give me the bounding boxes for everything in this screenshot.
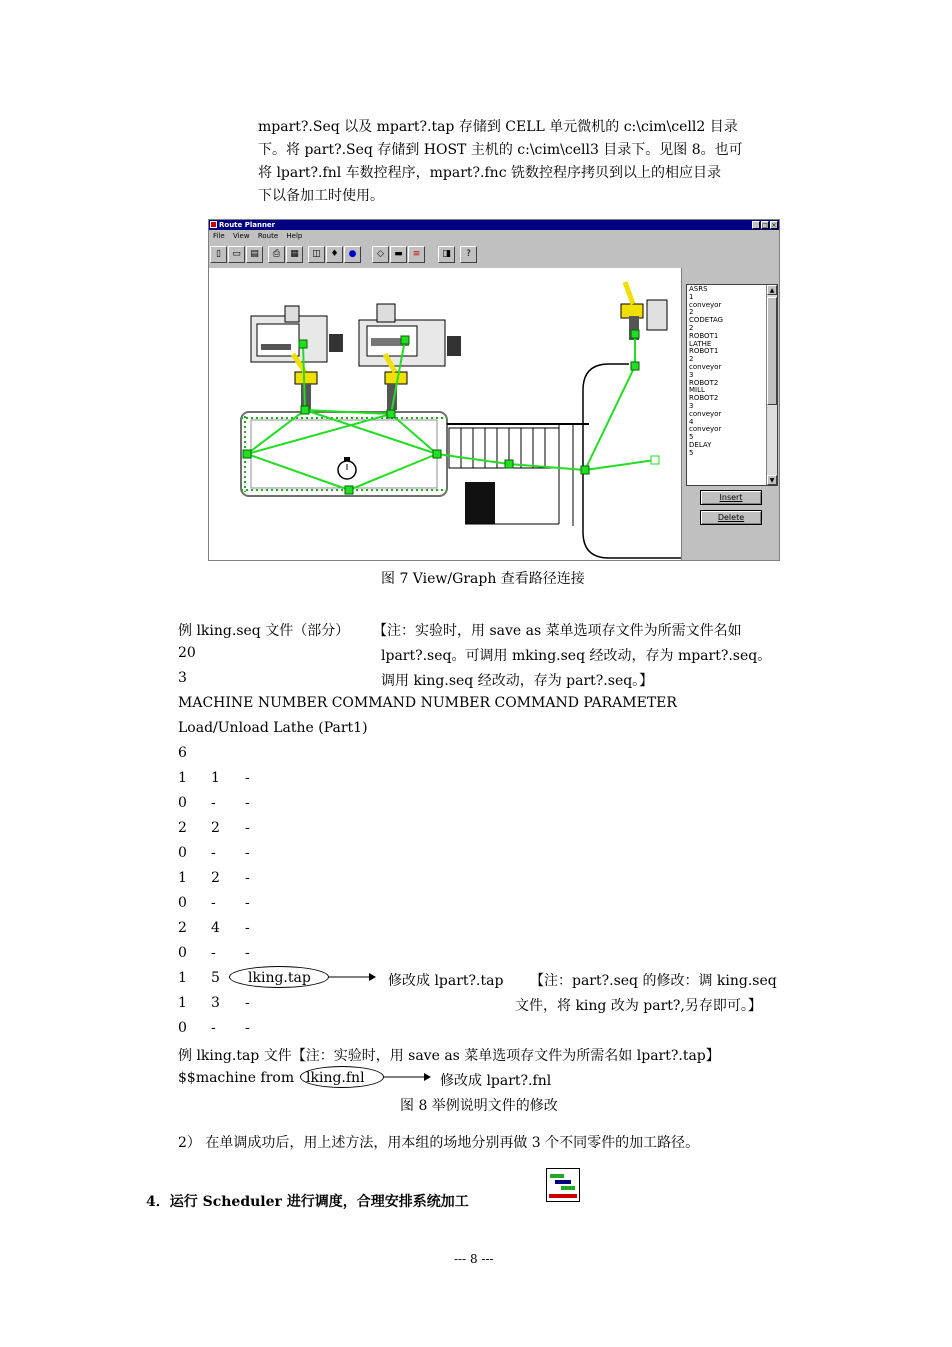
robot3 (621, 282, 667, 340)
seq-cell: 3 (211, 995, 220, 1011)
route-listbox[interactable] (686, 284, 778, 486)
graph-button[interactable]: ▦ (286, 246, 303, 263)
route-list-items (689, 286, 723, 458)
window-title: Route Planner (219, 221, 276, 229)
seq-title-line: Load/Unload Lathe (Part1) (178, 720, 368, 736)
mill-machine (251, 306, 343, 362)
seq-cell: - (211, 945, 216, 961)
seq-cell: 1 (178, 995, 187, 1011)
menu-file[interactable]: File (213, 232, 225, 240)
seq-cell: - (245, 870, 250, 886)
modify-tap-text: 修改成 lpart?.tap (388, 973, 504, 989)
close-button[interactable]: × (771, 222, 777, 229)
seq-cell: 0 (178, 945, 187, 961)
node-codetag[interactable] (631, 330, 639, 338)
menu-view[interactable]: View (232, 232, 250, 240)
node-robot3[interactable] (631, 362, 639, 370)
seq-cell: - (245, 770, 250, 786)
seq-cell: 2 (178, 820, 187, 836)
node-conveyor-4[interactable] (345, 486, 353, 494)
seq-cell: - (245, 795, 250, 811)
seq-line-20: 20 (178, 645, 196, 661)
seq-cell: 1 (178, 770, 187, 786)
machine-button[interactable]: ◇ (372, 246, 389, 263)
seq-cell: - (245, 945, 250, 961)
seq-cell: 2 (178, 920, 187, 936)
route-list-item[interactable]: conveyor (689, 362, 722, 371)
route-list-item[interactable]: CODETAG (689, 316, 724, 325)
route-planner-window (208, 219, 780, 561)
seq-cell: 1 (178, 870, 187, 886)
intro-line-3: 将 lpart?.fnl 车数控程序，mpart?.fnc 铣数控程序拷贝到以上的相应目录 (258, 165, 721, 181)
seq-columns-header: MACHINE NUMBER COMMAND NUMBER COMMAND PARAMETER (178, 695, 677, 711)
intro-line-1: mpart?.Seq 以及 mpart?.tap 存储到 CELL 单元微机的 c:\cim\cell2 目录 (258, 119, 738, 135)
seq-cell: 2 (211, 870, 220, 886)
seq-count: 6 (178, 745, 187, 761)
seq-cell-tap-file: lking.tap (248, 970, 311, 986)
intro-line-4: 下以备加工时使用。 (258, 188, 384, 204)
tap-example-line: 例 lking.tap 文件【注：实验时，用 save as 菜单选项存文件为所需名如 lpart?.tap】 (178, 1048, 720, 1064)
node-robot2[interactable] (387, 410, 395, 418)
asrs-rack (447, 424, 589, 526)
node-conveyor-3[interactable] (433, 450, 441, 458)
route-list-item[interactable]: 5 (689, 433, 694, 442)
route-list-item[interactable]: DELAY (689, 440, 712, 449)
node-robot1[interactable] (301, 406, 309, 414)
menu-route[interactable]: Route (257, 232, 279, 240)
new-file-button[interactable]: ▯ (210, 246, 227, 263)
title-bar (209, 220, 779, 230)
figure-7-caption: 图 7 View/Graph 查看路径连接 (381, 571, 585, 587)
route-list-item[interactable]: 1 (689, 292, 694, 301)
route-graph (209, 268, 681, 560)
route-list-item[interactable]: ROBOT2 (689, 378, 719, 387)
seq-cell: - (211, 795, 216, 811)
menu-help[interactable]: Help (286, 232, 303, 240)
node-mill[interactable] (299, 340, 307, 348)
scheduler-icon (546, 1168, 580, 1202)
route-list-item[interactable]: ASRS (689, 285, 708, 293)
export-button[interactable]: ◨ (438, 246, 455, 263)
tool-button[interactable]: ♦ (326, 246, 343, 263)
seq-cell: - (245, 895, 250, 911)
print-button[interactable]: ⎙ (268, 246, 285, 263)
seq-cell: - (211, 895, 216, 911)
route-list-item[interactable]: conveyor (689, 425, 722, 434)
route-list-item[interactable]: ROBOT2 (689, 394, 719, 403)
seq-cell: 0 (178, 895, 187, 911)
seq-note2-line-1: 【注：part?.seq 的修改：调 king.seq (530, 973, 777, 989)
route-list-item[interactable]: 5 (689, 448, 694, 457)
arrow-icon (329, 970, 377, 984)
intro-paragraph (258, 116, 818, 208)
route-list-item[interactable]: LATHE (689, 339, 712, 348)
seq-note-line-3: 调用 king.seq 经改动，存为 part?.seq。】 (381, 673, 654, 689)
node-conveyor-2[interactable] (243, 450, 251, 458)
help-button[interactable]: ? (460, 246, 477, 263)
list-scrollbar[interactable] (766, 285, 777, 485)
seq-line-3: 3 (178, 670, 187, 686)
app-icon (210, 221, 217, 228)
route-list-panel (681, 268, 780, 560)
route-list-item[interactable]: 3 (689, 370, 694, 379)
toolbar (209, 244, 779, 266)
seq-cell: 0 (178, 845, 187, 861)
route-list-item[interactable]: 3 (689, 401, 694, 410)
arrow-icon (384, 1070, 432, 1084)
seq-cell: - (245, 995, 250, 1011)
graph-canvas (209, 268, 681, 560)
route-list-item[interactable]: conveyor (689, 409, 722, 418)
seq-cell: 1 (178, 970, 187, 986)
seq-cell: - (211, 845, 216, 861)
route-list-item[interactable]: 2 (689, 355, 694, 364)
stopwatch-icon (338, 457, 356, 479)
page-number: --- 8 --- (454, 1252, 494, 1266)
node-lathe[interactable] (401, 336, 409, 344)
seq-note2-line-2: 文件，将 king 改为 part?,另存即可。】 (515, 998, 762, 1014)
seq-cell: 4 (211, 920, 220, 936)
insert-button[interactable]: Insert (700, 490, 762, 505)
machine-file: lking.fnl (306, 1070, 365, 1086)
chart-button[interactable]: ≡ (408, 246, 425, 263)
seq-cell: - (245, 1020, 250, 1036)
seq-cell: 5 (211, 970, 220, 986)
tap-highlight-oval (229, 966, 329, 988)
scroll-thumb[interactable] (767, 297, 777, 405)
conveyor-button[interactable]: ▬ (390, 246, 407, 263)
seq-note-line-2: lpart?.seq。可调用 mking.seq 经改动，存为 mpart?.seq。 (381, 648, 772, 664)
route-list-item[interactable]: 4 (689, 417, 694, 426)
seq-cell: 0 (178, 795, 187, 811)
delete-button[interactable]: Delete (700, 510, 762, 525)
lathe-machine (359, 304, 461, 366)
seq-cell: 2 (211, 820, 220, 836)
route-button[interactable]: ◫ (308, 246, 325, 263)
route-list-item[interactable]: ROBOT1 (689, 331, 719, 340)
figure-8-caption: 图 8 举例说明文件的修改 (400, 1098, 558, 1114)
agv-path (583, 364, 681, 558)
machine-prefix: $$machine from (178, 1070, 295, 1086)
conveyor-frame (241, 412, 447, 496)
menu-bar (209, 230, 779, 242)
section-4-heading: 4．运行 Scheduler 进行调度，合理安排系统加工 (146, 1194, 469, 1210)
route-list-item[interactable]: ROBOT1 (689, 347, 719, 356)
node-asrs[interactable] (581, 466, 589, 474)
route-list-item[interactable]: 2 (689, 308, 694, 317)
step-2-text: 2） 在单调成功后，用上述方法，用本组的场地分别再做 3 个不同零件的加工路径。 (178, 1135, 700, 1151)
info-button[interactable]: ● (344, 246, 361, 263)
route-list-item[interactable]: 2 (689, 323, 694, 332)
scroll-up-icon[interactable]: ▲ (767, 285, 777, 295)
scroll-down-icon[interactable]: ▼ (767, 475, 777, 485)
route-list-item[interactable]: conveyor (689, 300, 722, 309)
seq-note-line-1: 【注：实验时，用 save as 菜单选项存文件为所需文件名如 (373, 623, 742, 639)
seq-cell: - (245, 920, 250, 936)
node-delay[interactable] (651, 456, 659, 464)
seq-cell: - (245, 820, 250, 836)
minimize-button[interactable]: _ (752, 221, 760, 229)
save-button[interactable]: ▤ (246, 246, 263, 263)
seq-cell: - (245, 845, 250, 861)
intro-line-2: 下。将 part?.Seq 存储到 HOST 主机的 c:\cim\cell3 目录下。见图 8。也可 (258, 142, 743, 158)
seq-cell: 0 (178, 1020, 187, 1036)
seq-cell: - (211, 1020, 216, 1036)
node-conveyor-5[interactable] (505, 460, 513, 468)
open-button[interactable]: ▭ (228, 246, 245, 263)
route-list-item[interactable]: MILL (689, 386, 705, 395)
seq-cell: 1 (211, 770, 220, 786)
maximize-button[interactable]: □ (762, 222, 768, 229)
seq-example-header: 例 lking.seq 文件（部分） (178, 623, 350, 639)
modify-fnl-text: 修改成 lpart?.fnl (440, 1073, 552, 1089)
